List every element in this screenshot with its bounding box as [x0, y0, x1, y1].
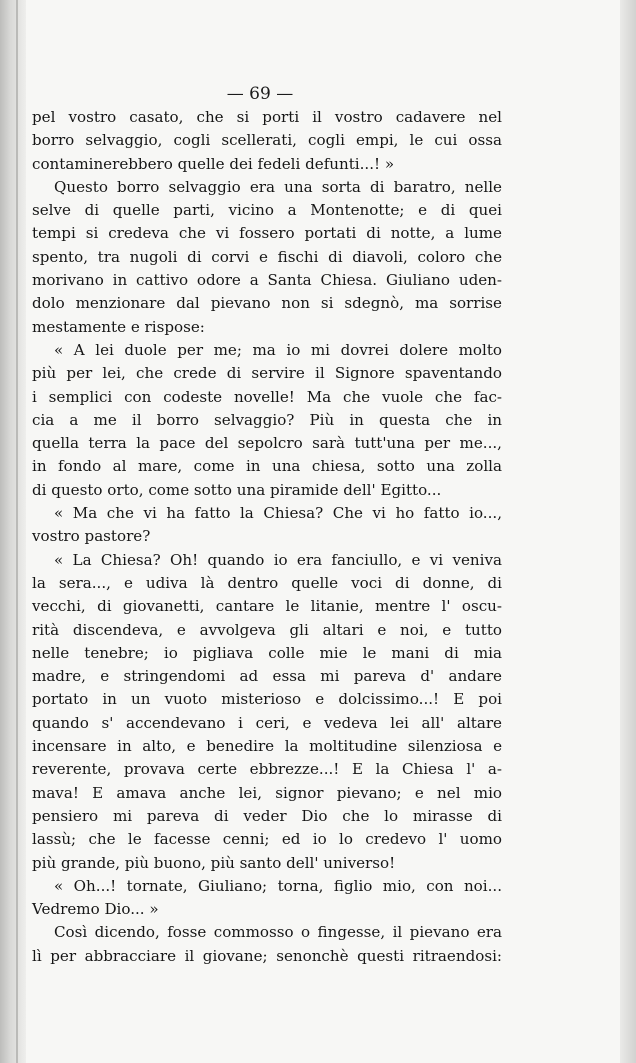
text-line: dolo menzionare dal pievano non si sdegnò, ma sorrise — [32, 294, 502, 313]
text-line: « La Chiesa? Oh! quando io era fanciullo, e vi veniva — [54, 550, 502, 569]
text-line: nelle tenebre; io pigliava colle mie le mani di mia — [32, 643, 502, 662]
text-line: portato in un vuoto misterioso e dolcissimo...! E poi — [32, 690, 502, 709]
text-line: pel vostro casato, che si porti il vostro cadavere nel — [32, 108, 502, 126]
text-line: pensiero mi pareva di veder Dio che lo mirasse di — [32, 806, 502, 825]
text-line: più per lei, che crede di servire il Signore spaventando — [32, 364, 502, 383]
text-line: quella terra la pace del sepolcro sarà tutt'una per me..., — [32, 434, 502, 453]
text-line: vecchi, di giovanetti, cantare le litanie, mentre l' oscu- — [32, 597, 502, 616]
body-text — [32, 106, 502, 968]
text-line: Questo borro selvaggio era una sorta di baratro, nelle — [54, 177, 502, 196]
text-line: di questo orto, come sotto una piramide dell' Egitto... — [32, 480, 442, 499]
text-line: « A lei duole per me; ma io mi dovrei dolere molto — [54, 340, 502, 359]
page-binding-fold — [16, 0, 18, 1063]
text-line: cia a me il borro selvaggio? Più in questa che in — [32, 410, 502, 429]
text-line: rità discendeva, e avvolgeva gli altari e noi, e tutto — [32, 620, 502, 639]
text-line: reverente, provava certe ebbrezze...! E la Chiesa l' a- — [32, 760, 502, 779]
text-line: mava! E amava anche lei, signor pievano; e nel mio — [32, 783, 502, 802]
text-line: « Ma che vi ha fatto la Chiesa? Che vi ho fatto io..., — [54, 504, 502, 523]
text-line: borro selvaggio, cogli scellerati, cogli empi, le cui ossa — [32, 131, 502, 150]
page-left-edge-shadow — [0, 0, 26, 1063]
text-line: mestamente e rispose: — [32, 317, 205, 336]
text-line: i semplici con codeste novelle! Ma che vuole che fac- — [32, 387, 502, 406]
text-line: incensare in alto, e benedire la moltitudine silenziosa e — [32, 737, 502, 756]
text-line: più grande, più buono, più santo dell' universo! — [32, 853, 396, 872]
text-line: la sera..., e udiva là dentro quelle voci di donne, di — [32, 573, 502, 592]
text-line: contaminerebbero quelle dei fedeli defunti...! » — [32, 154, 395, 173]
page-right-edge-shadow — [620, 0, 636, 1063]
text-line: in fondo al mare, come in una chiesa, sotto una zolla — [32, 457, 502, 476]
text-line: morivano in cattivo odore a Santa Chiesa. Giuliano uden- — [32, 271, 502, 290]
text-line: spento, tra nugoli di corvi e fischi di diavoli, coloro che — [32, 247, 502, 266]
text-line: « Oh...! tornate, Giuliano; torna, figlio mio, con noi... — [54, 876, 502, 895]
text-line: Vedremo Dio... » — [32, 900, 159, 919]
text-line: quando s' accendevano i ceri, e vedeva lei all' altare — [32, 713, 502, 732]
text-line: lì per abbracciare il giovane; senonchè questi ritraendosi: — [32, 946, 502, 965]
text-line: Così dicendo, fosse commosso o fingesse, il pievano era — [54, 923, 502, 942]
text-line: tempi si credeva che vi fossero portati di notte, a lume — [32, 224, 502, 243]
text-line: madre, e stringendomi ad essa mi pareva d' andare — [32, 667, 502, 686]
text-line: lassù; che le facesse cenni; ed io lo credevo l' uomo — [32, 830, 502, 849]
text-line: vostro pastore? — [32, 527, 151, 546]
text-line: selve di quelle parti, vicino a Montenotte; e di quei — [32, 201, 502, 220]
page-number: — 69 — — [226, 84, 294, 104]
